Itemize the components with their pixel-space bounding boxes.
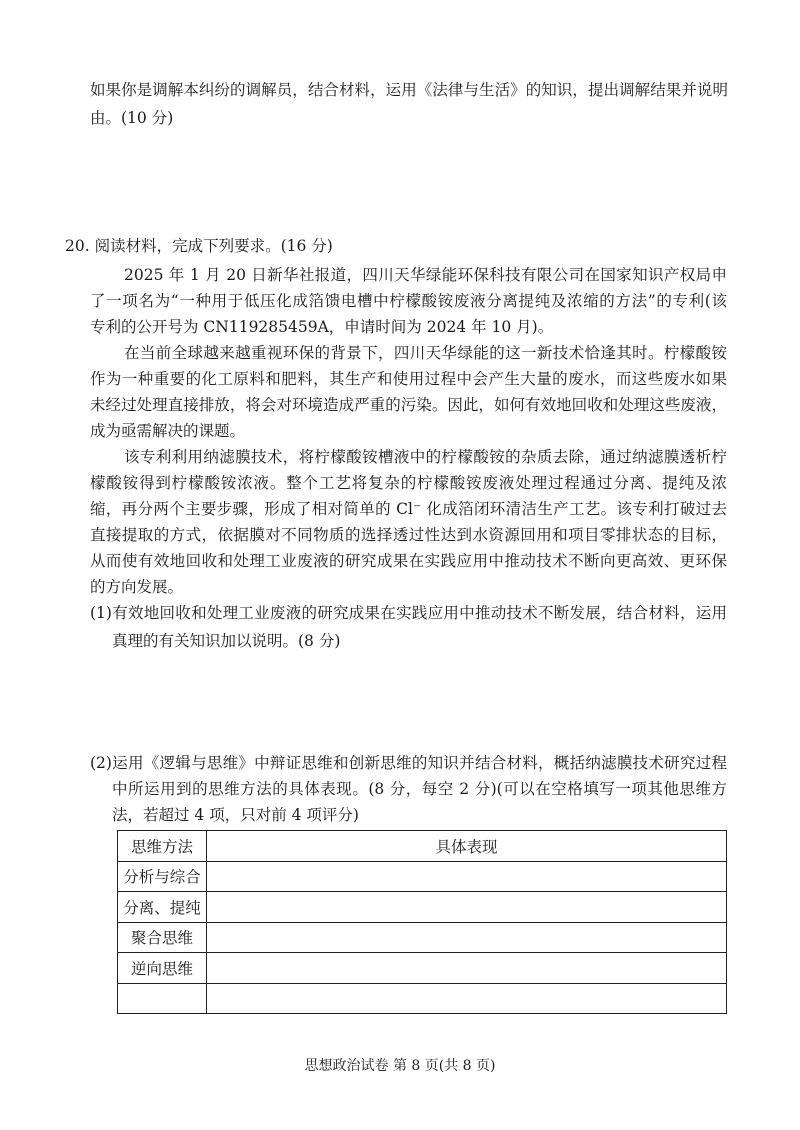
sub2-line-1: (2)运用《逻辑与思维》中辩证思维和创新思维的知识并结合材料，概括纳滤膜技术研究过程 — [90, 754, 727, 772]
material-line: 从而使有效地回收和处理工业废液的研究成果在实践应用中推动技术不断向更高效、更环保 — [90, 552, 727, 570]
table-row — [118, 861, 727, 892]
material-line: 作为一种重要的化工原料和肥料，其生产和使用过程中会产生大量的废水，而这些废水如果 — [90, 370, 727, 388]
q19-line-2: 由。(10 分) — [90, 109, 174, 127]
answer-cell — [207, 861, 727, 892]
sub2-line-2: 中所运用到的思维方法的具体表现。(8 分，每空 2 分)(可以在空格填写一项其他思维方 — [112, 780, 727, 798]
material-line: 未经过处理直接排放，将会对环境造成严重的污染。因此，如何有效地回收和处理这些废液， — [90, 396, 727, 414]
table-header-performance: 具体表现 — [207, 831, 727, 862]
material-line: 了一项名为“一种用于低压化成箔馈电槽中柠檬酸铵废液分离提纯及浓缩的方法”的专利(该 — [90, 292, 727, 310]
sub1-line-2: 真理的有关知识加以说明。(8 分) — [112, 632, 341, 650]
material-line: 的方向发展。 — [90, 578, 184, 596]
table-row — [118, 983, 727, 1014]
method-cell: 分离、提纯 — [118, 892, 207, 923]
material-line: 成为亟需解决的课题。 — [90, 422, 246, 440]
material-line: 在当前全球越来越重视环保的背景下，四川天华绿能的这一新技术恰逢其时。柠檬酸铵 — [124, 344, 727, 362]
q19-line-1: 如果你是调解本纠纷的调解员，结合材料，运用《法律与生活》的知识，提出调解结果并说明 — [90, 81, 728, 99]
method-cell: 逆向思维 — [118, 953, 207, 984]
q20-header: 20. 阅读材料，完成下列要求。(16 分) — [65, 237, 333, 255]
answer-cell — [207, 983, 727, 1014]
material-line: 缩，再分两个主要步骤，形成了相对简单的 Cl⁻ 化成箔闭环清洁生产工艺。该专利打破过去 — [90, 500, 727, 518]
table-row — [118, 892, 727, 923]
table-row — [118, 953, 727, 984]
method-cell: 分析与综合 — [118, 861, 207, 892]
sub2-line-3: 法，若超过 4 项，只对前 4 项评分) — [112, 806, 359, 824]
answer-cell — [207, 953, 727, 984]
thinking-methods-table — [117, 830, 727, 1014]
method-cell: 聚合思维 — [118, 922, 207, 953]
method-cell-blank — [118, 983, 207, 1014]
material-line: 檬酸铵得到柠檬酸铵浓液。整个工艺将复杂的柠檬酸铵废液处理过程通过分离、提纯及浓 — [90, 474, 727, 492]
answer-cell — [207, 922, 727, 953]
table-header-method: 思维方法 — [118, 831, 207, 862]
table-header-row — [118, 831, 727, 862]
sub1-line-1: (1)有效地回收和处理工业废液的研究成果在实践应用中推动技术不断发展，结合材料，运用 — [90, 604, 727, 622]
material-line: 专利的公开号为 CN119285459A，申请时间为 2024 年 10 月)。 — [90, 318, 554, 336]
material-line: 2025 年 1 月 20 日新华社报道，四川天华绿能环保科技有限公司在国家知识产权局申 — [124, 266, 727, 284]
material-line: 该专利利用纳滤膜技术，将柠檬酸铵槽液中的柠檬酸铵的杂质去除，通过纳滤膜透析柠 — [124, 448, 727, 466]
answer-cell — [207, 892, 727, 923]
table-row — [118, 922, 727, 953]
material-line: 直接提取的方式，依据膜对不同物质的选择透过性达到水资源回用和项目零排状态的目标， — [90, 526, 727, 544]
page-footer: 思想政治试卷 第 8 页(共 8 页) — [304, 1058, 496, 1074]
